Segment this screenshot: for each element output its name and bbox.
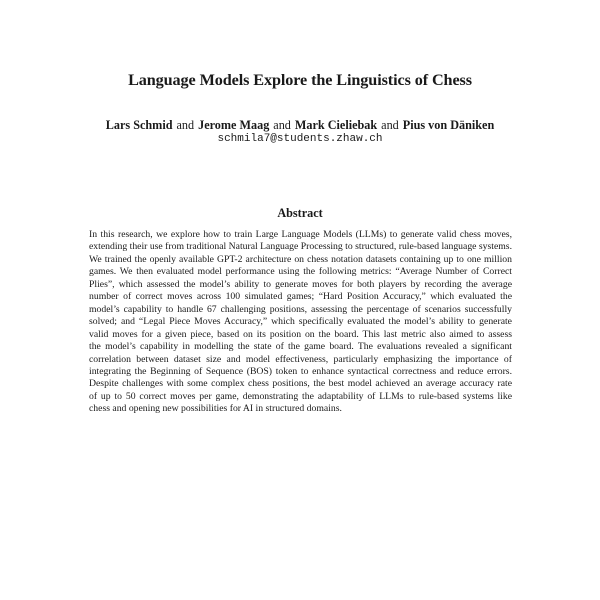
abstract-body [89, 229, 512, 416]
author-name: Mark Cieliebak [294, 118, 378, 132]
abstract-line: valid moves for a given piece, based on its position on the board. This last metric also aimed to assess [89, 328, 512, 340]
abstract-line: chess and opening new possibilities for AI in structured domains. [89, 403, 342, 415]
abstract-line: of up to 50 correct moves per game, demonstrating the adaptability of LLMs to rule-based systems like [89, 390, 512, 402]
author-separator: and [176, 118, 195, 132]
author-email: schmila7@students.zhaw.ch [217, 133, 383, 145]
author-list [0, 118, 600, 133]
abstract-line: In this research, we explore how to train Large Language Models (LLMs) to generate valid chess moves, [89, 229, 512, 240]
abstract-line: We trained the openly available GPT-2 architecture on chess notation datasets containing up to one million [89, 253, 512, 265]
author-name: Jerome Maag [198, 118, 270, 132]
abstract-line: number of correct moves across 100 simulated games; “Hard Position Accuracy,” which evaluated the [89, 291, 512, 303]
author-separator: and [273, 118, 291, 132]
abstract-heading: Abstract [277, 206, 323, 220]
author-name: Pius von Däniken [402, 118, 495, 132]
abstract-line: extending their use from traditional Natural Language Processing to structured, rule-based language systems. [89, 241, 512, 253]
abstract-line: integrating the Beginning of Sequence (BOS) token to enhance syntactical correctness and reduce errors. [89, 365, 512, 377]
abstract-line: model’s capability to handle 67 challenging positions, assessing the percentage of scenarios successfully [89, 303, 512, 315]
abstract-line: the model’s capability in modelling the state of the game board. The evaluations revealed a significant [89, 341, 512, 353]
author-name: Lars Schmid [105, 118, 173, 132]
abstract-line: Despite challenges with some complex chess positions, the best model achieved an average accuracy rate [89, 378, 512, 390]
abstract-line: Plies”, which assessed the model’s ability to generate moves for both players by recording the average [89, 278, 512, 290]
abstract-line: solved; and “Legal Piece Moves Accuracy,” which specifically evaluated the model’s ability to generate [89, 316, 512, 328]
abstract-line: games. We then evaluated model performance using the following metrics: “Average Number of Correct [89, 266, 512, 278]
paper-title: Language Models Explore the Linguistics of Chess [128, 71, 472, 89]
abstract-line: correlation between dataset size and model effectiveness, particularly emphasizing the importance of [89, 353, 512, 365]
author-separator: and [381, 118, 399, 132]
